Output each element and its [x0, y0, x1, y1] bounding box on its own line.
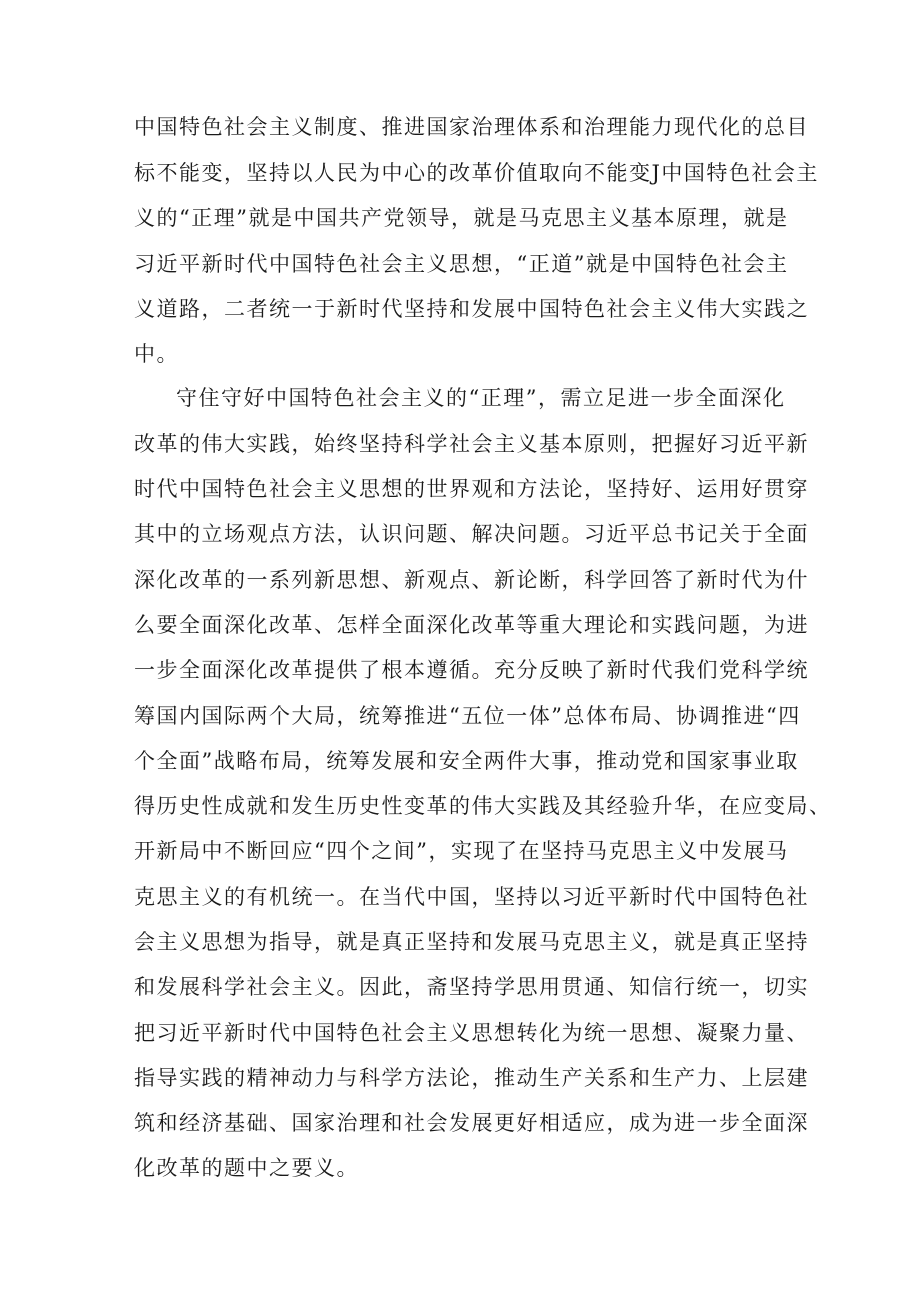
- paragraph-2-line-2: 改革的伟大实践，始终坚持科学社会主义基本原则，把握好习近平新: [134, 432, 809, 456]
- paragraph-1-line-1: 中国特色社会主义制度、推进国家治理体系和治理能力现代化的总目: [134, 115, 809, 139]
- paragraph-2-line-17: 筑和经济基础、国家治理和社会发展更好相适应，成为进一步全面深: [134, 1111, 809, 1135]
- paragraph-2-line-14: 和发展科学社会主义。因此，斋坚持学思用贯通、知信行统一，切实: [134, 975, 809, 999]
- paragraph-1-line-3: 义的“正理”就是中国共产党领导，就是马克思主义基本原理，就是: [134, 206, 789, 230]
- paragraph-2-line-12: 克思主义的有机统一。在当代中国，坚持以习近平新时代中国特色社: [134, 885, 809, 909]
- paragraph-1-line-2: 标不能变，坚持以人民为中心的改革价值取向不能变J中国特色社会主: [134, 161, 819, 185]
- paragraph-2-line-1: 守住守好中国特色社会主义的“正理”，需立足进一步全面深化: [176, 386, 786, 410]
- paragraph-2-line-6: 么要全面深化改革、怎样全面深化改革等重大理论和实践问题，为进: [134, 613, 809, 637]
- paragraph-1-line-5: 义道路，二者统一于新时代坚持和发展中国特色社会主义伟大实践之: [134, 297, 809, 321]
- paragraph-2-line-4: 其中的立场观点方法，认识问题、解决问题。习近平总书记关于全面: [134, 522, 809, 546]
- paragraph-2-line-9: 个全面”战略布局，统筹发展和安全两件大事，推动党和国家事业取: [134, 749, 799, 773]
- paragraph-2-line-7: 一步全面深化改革提供了根本遵循。充分反映了新时代我们党科学统: [134, 658, 809, 682]
- paragraph-2-line-16: 指导实践的精神动力与科学方法论，推动生产关系和生产力、上层建: [134, 1066, 809, 1090]
- paragraph-1-line-4: 习近平新时代中国特色社会主义思想，“正道”就是中国特色社会主: [134, 252, 789, 276]
- paragraph-1-line-6: 中。: [134, 342, 179, 366]
- paragraph-2-line-11: 开新局中不断回应“四个之间”，实现了在坚持马克思主义中发展马: [134, 839, 789, 863]
- paragraph-2-line-5: 深化改革的一系列新思想、新观点、新论断，科学回答了新时代为什: [134, 568, 809, 592]
- paragraph-2-line-10: 得历史性成就和发生历史性变革的伟大实践及其经验升华，在应变局、: [134, 794, 832, 818]
- paragraph-2-line-15: 把习近平新时代中国特色社会主义思想转化为统一思想、凝聚力量、: [134, 1021, 809, 1045]
- paragraph-2-line-18: 化改革的题中之要义。: [134, 1156, 359, 1180]
- paragraph-2-line-3: 时代中国特色社会主义思想的世界观和方法论，坚持好、运用好贯穿: [134, 477, 809, 501]
- paragraph-2-line-8: 筹国内国际两个大局，统筹推进“五位一体”总体布局、协调推进“四: [134, 704, 801, 728]
- paragraph-2-line-13: 会主义思想为指导，就是真正坚持和发展马克思主义，就是真正坚持: [134, 930, 809, 954]
